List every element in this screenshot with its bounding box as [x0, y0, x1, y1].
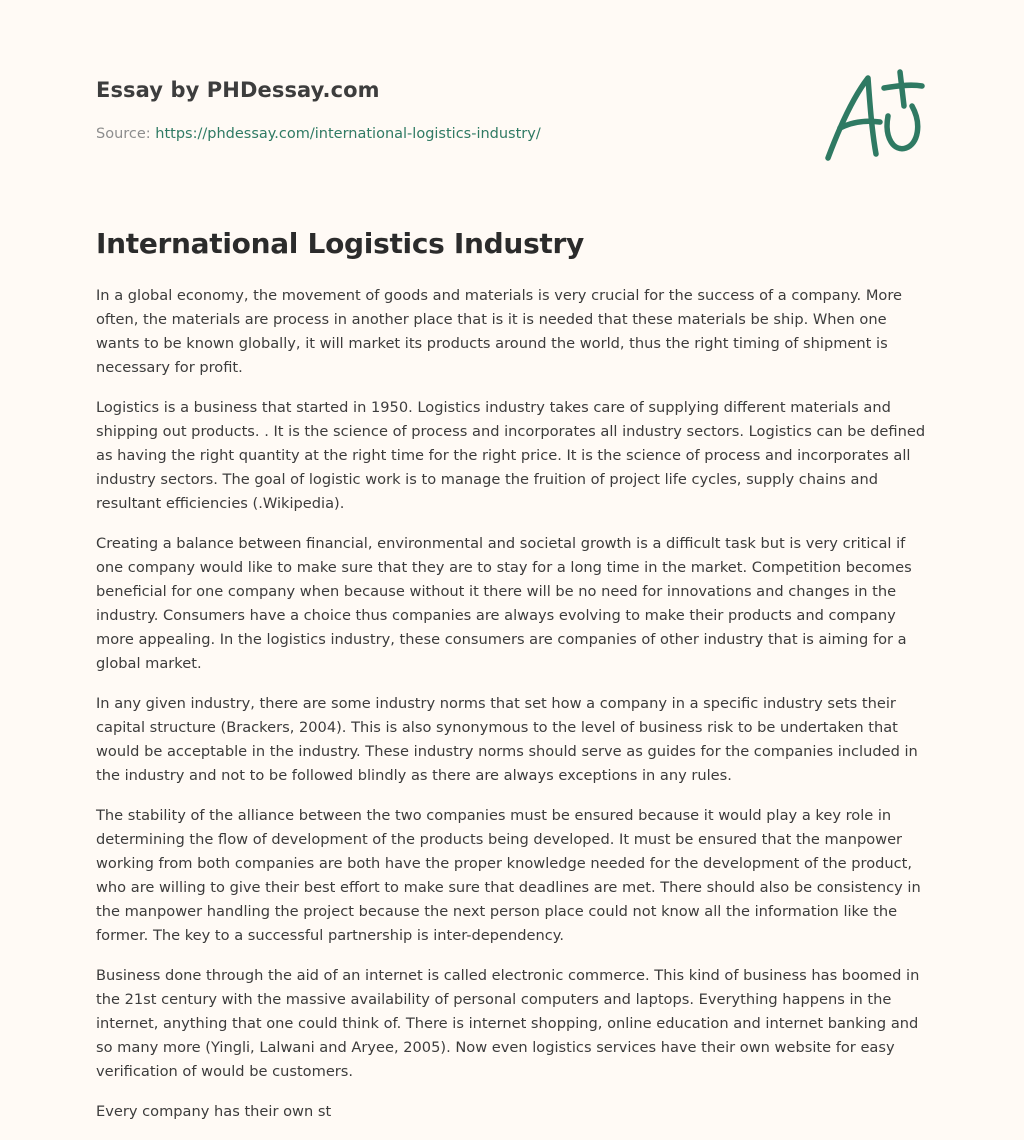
- essay-paragraph: Creating a balance between financial, environmental and societal growth is a difficult task but is very critical if one company would like to make sure that they are to stay for a long time in the market. Competition becomes beneficial for one company when because without it there will be no need for innovations and changes in the industry. Consumers have a choice thus companies are always evolving to make their products and company more appealing. In the logistics industry, these consumers are companies of other industry that is aiming for a global market.: [96, 535, 912, 672]
- essay-title: International Logistics Industry: [96, 227, 584, 260]
- essay-paragraph: The stability of the alliance between the two companies must be ensured because it would play a key role in determining the flow of development of the products being developed. It must be ensured that the manpower working from both companies are both have the proper knowledge needed for the development of the product, who are willing to give their best effort to make sure that deadlines are met. There should also be consistency in the manpower handling the project because the next person place could not know all the information like the former. The key to a successful partnership is inter-dependency.: [96, 807, 921, 944]
- essay-paragraph: In any given industry, there are some industry norms that set how a company in a specific industry sets their capital structure (Brackers, 2004). This is also synonymous to the level of business risk to be undertaken that would be acceptable in the industry. These industry norms should serve as guides for the companies included in the industry and not to be followed blindly as there are always exceptions in any rules.: [96, 695, 918, 784]
- essay-body: [96, 284, 928, 1140]
- site-brand: Essay by PHDessay.com: [96, 78, 380, 102]
- essay-paragraph: In a global economy, the movement of goods and materials is very crucial for the success of a company. More often, the materials are process in another place that is it is needed that these materials be ship. When one wants to be known globally, it will market its products around the world, thus the right timing of shipment is necessary for profit.: [96, 287, 903, 376]
- source-line: [96, 124, 541, 144]
- source-label: Source:: [96, 126, 156, 142]
- source-link[interactable]: https://phdessay.com/international-logistics-industry/: [155, 126, 541, 142]
- a-plus-logo-icon: [818, 66, 930, 166]
- essay-paragraph: Business done through the aid of an internet is called electronic commerce. This kind of business has boomed in the 21st century with the massive availability of personal computers and laptops. Everything happens in the internet, anything that one could think of. There is internet shopping, online education and internet banking and so many more (Yingli, Lalwani and Aryee, 2005). Now even logistics services have their own website for easy verification of would be customers.: [96, 967, 920, 1080]
- page-header: [96, 76, 936, 142]
- essay-paragraph: Logistics is a business that started in 1950. Logistics industry takes care of supplying different materials and shipping out products. . It is the science of process and incorporates all industry sectors. Logistics can be defined as having the right quantity at the right time for the right price. It is the science of process and incorporates all industry sectors. The goal of logistic work is to manage the fruition of project life cycles, supply chains and resultant efficiencies (.Wikipedia).: [96, 399, 926, 512]
- essay-paragraph-truncated: Every company has their own st: [96, 1103, 332, 1120]
